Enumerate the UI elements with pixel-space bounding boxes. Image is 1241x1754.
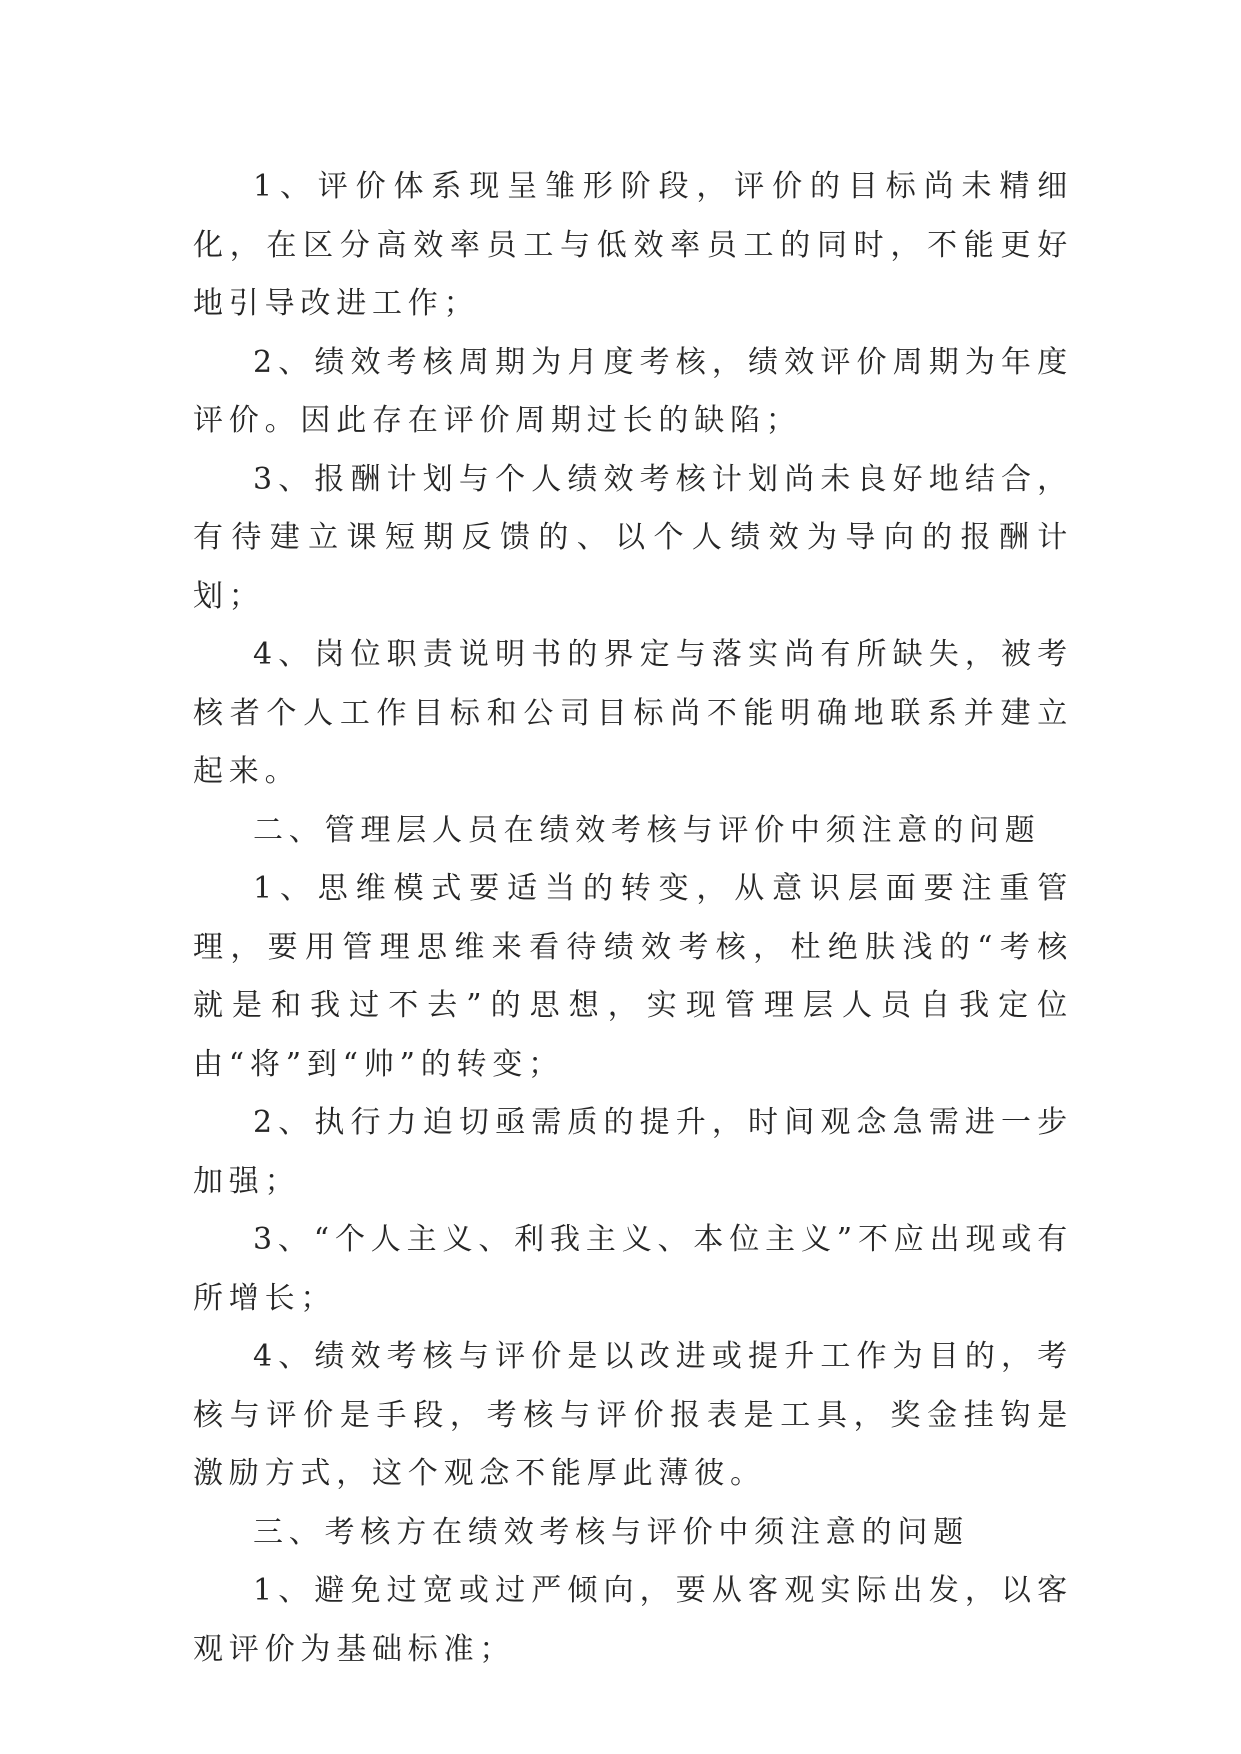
paragraph-7: 3、“个人主义、利我主义、本位主义”不应出现或有所增长； [193,1222,1073,1316]
section-heading-2: 二、管理层人员在绩效考核与评价中须注意的问题 [253,812,1041,848]
paragraph-3: 3、报酬计划与个人绩效考核计划尚未良好地结合，有待建立课短期反馈的、以个人绩效为导向的报酬计划； [193,461,1073,614]
paragraph-8: 4、绩效考核与评价是以改进或提升工作为目的，考核与评价是手段，考核与评价报表是工具，奖金挂钩是激励方式，这个观念不能厚此薄彼。 [193,1339,1073,1491]
paragraph-2: 2、绩效考核周期为月度考核，绩效评价周期为年度评价。因此存在评价周期过长的缺陷； [193,344,1073,438]
section-heading-3: 三、考核方在绩效考核与评价中须注意的问题 [253,1514,969,1550]
paragraph-5: 1、思维模式要适当的转变，从意识层面要注重管理，要用管理思维来看待绩效考核，杜绝肤浅的“考核就是和我过不去”的思想，实现管理层人员自我定位由“将”到“帅”的转变； [193,871,1073,1082]
document-body [193,158,1073,1679]
paragraph-9: 1、避免过宽或过严倾向，要从客观实际出发，以客观评价为基础标准； [193,1573,1073,1667]
paragraph-4: 4、岗位职责说明书的界定与落实尚有所缺失，被考核者个人工作目标和公司目标尚不能明确地联系并建立起来。 [193,637,1073,789]
paragraph-6: 2、执行力迫切亟需质的提升，时间观念急需进一步加强； [193,1105,1073,1199]
paragraph-1: 1、评价体系现呈雏形阶段，评价的目标尚未精细化，在区分高效率员工与低效率员工的同时，不能更好地引导改进工作； [193,169,1073,321]
